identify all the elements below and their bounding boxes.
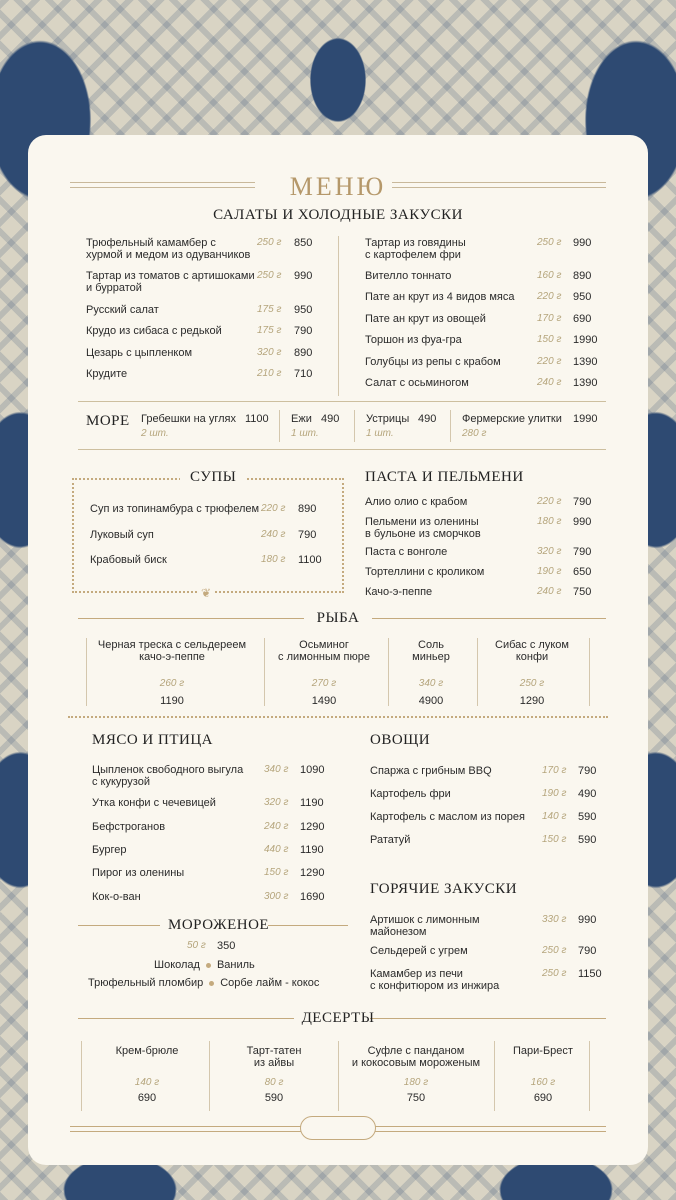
item-name: Фермерские улитки [462,413,562,425]
fish-dotted-rule [68,716,608,718]
item-name: Торшон из фуа-гра [365,334,462,346]
item-price: 1190 [300,844,324,856]
item-name: Алио олио с крабом [365,496,468,508]
item-weight: 340 г [264,764,289,775]
column-item [87,639,257,707]
item-name: Пате ан крут из овощей [365,313,486,325]
icecream-rule-left [78,925,160,926]
item-weight: 250 г [257,237,282,248]
item-price: 790 [298,529,317,541]
item-weight: 160 г [537,270,562,281]
item-weight: 220 г [261,503,286,514]
item-name: Крабовый биск [90,554,167,566]
column-item [472,639,592,707]
flavor-truffle: Трюфельный пломбир [88,977,204,989]
item-weight: 250 г [542,968,567,979]
item-weight: 160 г [530,1077,556,1088]
item-name: Тартар из говядины с картофелем фри [365,237,466,261]
item-name: Картофель с маслом из порея [370,811,525,823]
icecream-flavors-row-2 [88,977,319,989]
soups-title: СУПЫ [180,469,246,486]
item-name: Камамбер из печи с конфитюром из инжира [370,968,500,992]
item-price: 1390 [573,356,598,368]
item-price: 990 [578,914,597,926]
item-name: Утка конфи с чечевицей [92,797,216,809]
item-weight: 260 г [159,678,185,689]
item-weight: 210 г [257,368,282,379]
column-divider [209,1041,210,1111]
item-price: 690 [533,1092,553,1104]
item-price: 750 [573,586,592,598]
item-price: 590 [264,1092,284,1104]
hot-title: ГОРЯЧИЕ ЗАКУСКИ [370,881,518,897]
item-name: Соль миньер [412,639,450,663]
footer-ornament-icon [300,1116,376,1140]
item-price: 690 [137,1092,157,1104]
item-price: 1150 [578,968,602,980]
item-price: 750 [406,1092,426,1104]
item-name: Голубцы из репы с крабом [365,356,501,368]
item-price: 1290 [300,867,325,879]
item-price: 1190 [160,695,184,707]
column-divider [81,1041,82,1111]
item-weight: 180 г [261,554,286,565]
fish-title: РЫБА [316,610,360,626]
item-count: 1 шт. [366,428,394,439]
item-weight: 190 г [542,788,567,799]
item-name: Пате ан крут из 4 видов мяса [365,291,515,303]
item-price: 890 [294,347,313,359]
salads-divider [338,236,339,396]
sea-divider [450,410,451,442]
sea-title: МОРЕ [86,413,130,429]
icecream-flavors-row-1 [154,959,255,971]
item-weight: 140 г [134,1077,160,1088]
meat-title: МЯСО И ПТИЦА [92,732,214,748]
item-price: 790 [578,765,597,777]
item-weight: 320 г [537,546,562,557]
item-name: Черная треска с сельдереем качо-э-пеппе [97,639,247,663]
item-weight: 250 г [542,945,567,956]
item-weight: 440 г [264,844,289,855]
item-price: 4900 [418,695,444,707]
item-price: 1190 [300,797,324,809]
item-price: 1390 [573,377,598,389]
item-name: Качо-э-пеппе [365,586,433,598]
item-price: 490 [578,788,597,800]
item-name: Осьминог с лимонным пюре [278,639,370,663]
item-price: 590 [578,811,597,823]
item-weight: 170 г [537,313,562,324]
item-weight: 150 г [537,334,562,345]
item-name: Цыпленок свободного выгула с кукурузой [92,764,244,788]
item-price: 1100 [298,554,322,566]
item-name: Паста с вонголе [365,546,448,558]
item-price: 1990 [573,413,598,425]
item-name: Трюфельный камамбер с хурмой и медом из одуванчиков [86,237,251,261]
sea-rule-bottom [78,449,606,450]
item-price: 490 [321,413,340,425]
item-name: Бефстроганов [92,821,166,833]
flavor-vanilla: Ваниль [216,959,255,971]
item-name: Суфле с панданом и кокосовым мороженым [351,1045,481,1069]
icecream-price: 350 [217,940,236,952]
item-weight: 80 г [264,1077,284,1088]
item-price: 1990 [573,334,598,346]
item-price: 1490 [311,695,337,707]
item-name: Сельдерей с угрем [370,945,468,957]
item-name: Крудо из сибаса с редькой [86,325,222,337]
item-weight: 300 г [264,891,289,902]
item-price: 990 [294,270,313,282]
item-name: Цезарь с цыпленком [86,347,193,359]
item-name: Тартар из томатов с артишоками и бурратой [86,270,255,294]
flavor-dot-icon [209,981,214,986]
item-price: 650 [573,566,592,578]
item-name: Крудите [86,368,128,380]
menu-title: МЕНЮ [289,172,387,201]
item-price: 790 [578,945,597,957]
item-count: 1 шт. [291,428,319,439]
item-weight: 240 г [264,821,289,832]
flavor-sorbet: Сорбе лайм - кокос [220,977,320,989]
icecream-rule-right [268,925,348,926]
item-name: Картофель фри [370,788,451,800]
item-weight: 240 г [261,529,286,540]
item-count: 280 г [462,428,487,439]
salads-title: САЛАТЫ И ХОЛОДНЫЕ ЗАКУСКИ [213,207,463,223]
item-name: Вителло тоннато [365,270,452,282]
item-price: 1690 [300,891,325,903]
sea-rule-top [78,401,606,402]
column-item [219,1045,329,1104]
item-weight: 170 г [542,765,567,776]
item-weight: 180 г [403,1077,429,1088]
item-weight: 250 г [537,237,562,248]
item-price: 990 [573,237,592,249]
icecream-title: МОРОЖЕНОЕ [168,917,270,933]
item-price: 790 [573,496,592,508]
item-weight: 330 г [542,914,567,925]
item-weight: 180 г [537,516,562,527]
item-price: 890 [573,270,592,282]
item-weight: 220 г [537,291,562,302]
item-weight: 250 г [519,678,545,689]
item-price: 590 [578,834,597,846]
item-price: 950 [294,304,313,316]
item-name: Гребешки на углях [141,413,236,425]
column-item [336,1045,496,1104]
soups-ornament-icon: ❦ [198,586,214,600]
column-item [488,1045,598,1104]
item-weight: 175 г [257,304,282,315]
item-name: Сибас с луком конфи [495,639,569,663]
flavor-chocolate: Шоколад [154,959,200,971]
column-item [87,1045,207,1104]
item-price: 990 [573,516,592,528]
sea-divider [279,410,280,442]
item-name: Русский салат [86,304,159,316]
item-weight: 150 г [542,834,567,845]
item-name: Устрицы [366,413,410,425]
icecream-weight: 50 г [187,940,206,951]
item-weight: 320 г [257,347,282,358]
item-price: 850 [294,237,313,249]
item-name: Тарт-татен из айвы [246,1045,302,1069]
item-name: Кок-о-ван [92,891,141,903]
flavor-dot-icon [206,963,211,968]
item-weight: 240 г [537,586,562,597]
item-weight: 240 г [537,377,562,388]
item-name: Пельмени из оленины в бульоне из сморчков [365,516,481,540]
item-name: Пари-Брест [513,1045,573,1057]
item-weight: 220 г [537,496,562,507]
item-price: 950 [573,291,592,303]
item-name: Артишок с лимонным майонезом [370,914,480,938]
item-name: Луковый суп [90,529,154,541]
item-name: Рататуй [370,834,411,846]
item-price: 790 [294,325,313,337]
item-weight: 220 г [537,356,562,367]
item-price: 490 [418,413,437,425]
item-weight: 270 г [311,678,337,689]
item-weight: 175 г [257,325,282,336]
item-price: 690 [573,313,592,325]
item-name: Крем-брюле [115,1045,179,1057]
item-name: Ежи [291,413,312,425]
item-weight: 340 г [418,678,444,689]
item-weight: 150 г [264,867,289,878]
item-price: 710 [294,368,313,380]
item-weight: 250 г [257,270,282,281]
item-price: 1290 [519,695,545,707]
veg-title: ОВОЩИ [370,732,431,748]
item-price: 1100 [245,413,269,425]
item-price: 790 [573,546,592,558]
item-weight: 140 г [542,811,567,822]
item-name: Спаржа с грибным BBQ [370,765,492,777]
pasta-title: ПАСТА И ПЕЛЬМЕНИ [365,469,524,485]
item-name: Тортеллини с кроликом [365,566,485,578]
item-price: 890 [298,503,317,515]
item-name: Бургер [92,844,127,856]
item-name: Суп из топинамбура с трюфелем [90,503,260,515]
item-weight: 190 г [537,566,562,577]
item-name: Салат с осьминогом [365,377,469,389]
item-weight: 320 г [264,797,289,808]
item-price: 1290 [300,821,325,833]
sea-divider [354,410,355,442]
column-item [386,639,476,707]
item-price: 1090 [300,764,325,776]
desserts-title: ДЕСЕРТЫ [301,1010,375,1026]
item-count: 2 шт. [141,428,169,439]
column-item [259,639,389,707]
item-name: Пирог из оленины [92,867,185,879]
